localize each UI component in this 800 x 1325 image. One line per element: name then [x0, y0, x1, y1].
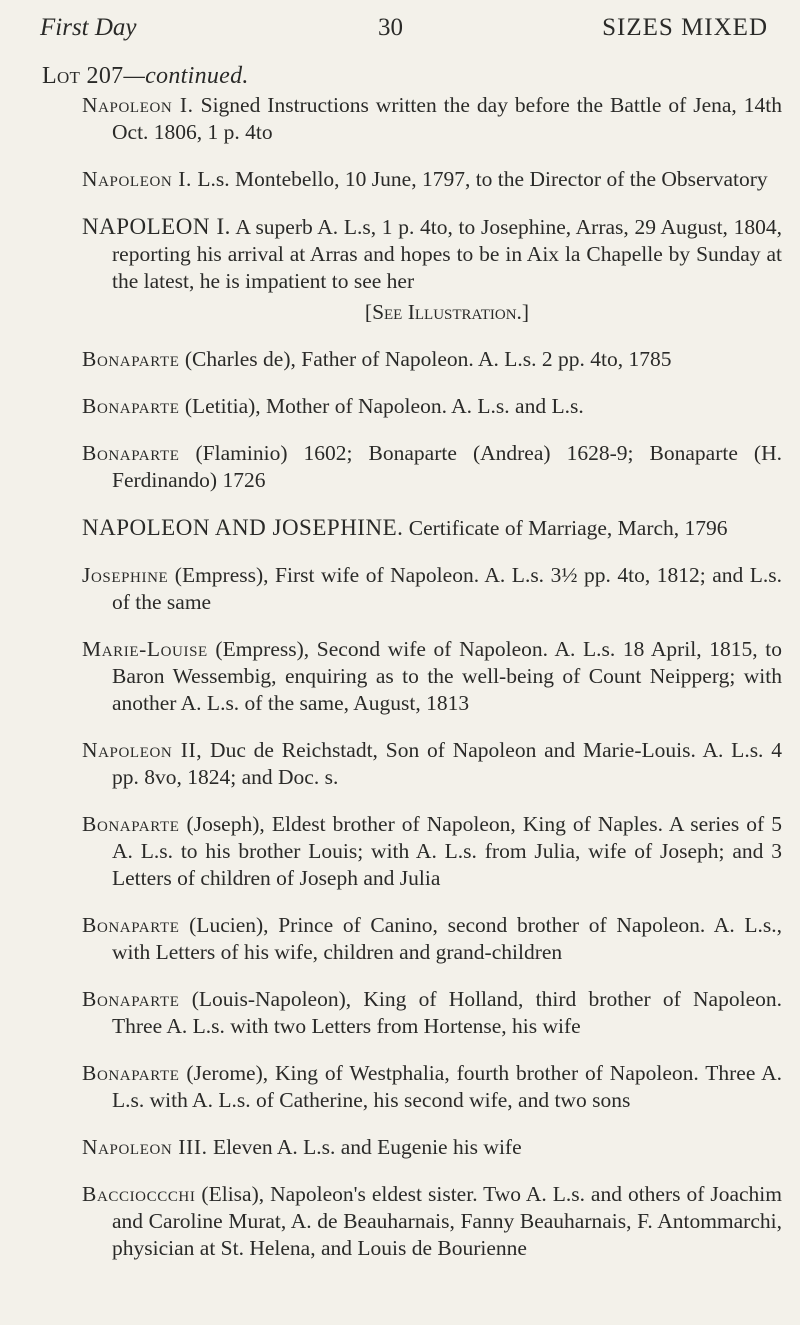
- entry-head: Marie-Louise: [82, 637, 208, 661]
- lot-entries: [82, 92, 782, 1282]
- entry: [82, 346, 782, 373]
- entry-text: (Lucien), Prince of Canino, second brother of Napoleon. A. L.s., with Letters of his wife, children and grand-children: [112, 913, 782, 964]
- entry: [82, 166, 782, 193]
- entry-head: Bonaparte: [82, 913, 180, 937]
- entry-text: Duc de Reichstadt, Son of Napoleon and Marie-Louis. A. L.s. 4 pp. 8vo, 1824; and Doc. s.: [112, 738, 782, 789]
- entry: [82, 393, 782, 420]
- entry: [82, 562, 782, 616]
- running-head-day: First Day: [40, 14, 137, 41]
- entry-text: (Empress), First wife of Napoleon. A. L.s. 3½ pp. 4to, 1812; and L.s. of the same: [112, 563, 782, 614]
- entry-head: Bonaparte: [82, 812, 180, 836]
- entry-head: Napoleon I.: [82, 93, 194, 117]
- entry: [82, 1134, 782, 1161]
- running-head: [40, 10, 768, 46]
- entry: [82, 514, 782, 542]
- entry-head: Bonaparte: [82, 987, 180, 1011]
- entry-text: (Letitia), Mother of Napoleon. A. L.s. and L.s.: [179, 394, 584, 418]
- entry-text: (Charles de), Father of Napoleon. A. L.s. 2 pp. 4to, 1785: [179, 347, 672, 371]
- entry-head: Bonaparte: [82, 1061, 180, 1085]
- entry-head: NAPOLEON AND JOSEPHINE.: [82, 515, 404, 540]
- lot-heading: [42, 60, 249, 92]
- entry: [82, 737, 782, 791]
- entry: [82, 440, 782, 494]
- lot-label: Lot: [42, 63, 81, 89]
- entry: [82, 1060, 782, 1114]
- entry-head: Napoleon I.: [82, 167, 193, 191]
- entry: [82, 636, 782, 717]
- lot-number: 207: [86, 63, 124, 89]
- entry-text: (Elisa), Napoleon's eldest sister. Two A. L.s. and others of Joachim and Caroline Murat, A. de Beauharnais, Fanny Beauharnais, F. Antommarchi, physician at St. Helena, and Louis de Bourienne: [112, 1182, 782, 1260]
- entry: [82, 912, 782, 966]
- entry-text: (Flaminio) 1602; Bonaparte (Andrea) 1628-9; Bonaparte (H. Ferdinando) 1726: [112, 441, 782, 492]
- entry: [82, 92, 782, 146]
- entry-head: NAPOLEON I.: [82, 214, 231, 239]
- entry-text: (Empress), Second wife of Napoleon. A. L.s. 18 April, 1815, to Baron Wessembig, enquiring as to the well-being of Count Neipperg; with another A. L.s. of the same, August, 1813: [112, 637, 782, 715]
- entry-text: Certificate of Marriage, March, 1796: [403, 516, 728, 540]
- page-number: 30: [378, 14, 403, 41]
- entry-head: Josephine: [82, 563, 169, 587]
- entry: [82, 1181, 782, 1262]
- entry-text: A superb A. L.s, 1 p. 4to, to Josephine, Arras, 29 August, 1804, reporting his arrival at Arras and hopes to be in Aix la Chapelle by Sunday at the latest, he is impatient to see her: [112, 215, 782, 293]
- entry: [82, 811, 782, 892]
- entry-head: Bonaparte: [82, 394, 180, 418]
- entry-text: Signed Instructions written the day before the Battle of Jena, 14th Oct. 1806, 1 p. 4to: [112, 93, 782, 144]
- entry-text: (Joseph), Eldest brother of Napoleon, King of Naples. A series of 5 A. L.s. to his brother Louis; with A. L.s. from Julia, wife of Joseph; and 3 Letters of children of Joseph and Julia: [112, 812, 782, 890]
- illustration-note: [See Illustration.]: [364, 300, 530, 324]
- entry-text: Eleven A. L.s. and Eugenie his wife: [207, 1135, 522, 1159]
- entry: [82, 213, 782, 295]
- entry-text: L.s. Montebello, 10 June, 1797, to the Director of the Observatory: [192, 167, 768, 191]
- entry-head: Bonaparte: [82, 347, 180, 371]
- entry: [82, 986, 782, 1040]
- entry-text: (Louis-Napoleon), King of Holland, third brother of Napoleon. Three A. L.s. with two Letters from Hortense, his wife: [112, 987, 782, 1038]
- entry-text: (Jerome), King of Westphalia, fourth brother of Napoleon. Three A. L.s. with A. L.s. of Catherine, his second wife, and two sons: [112, 1061, 782, 1112]
- entry-head: Napoleon II,: [82, 738, 203, 762]
- entry-head: Napoleon III.: [82, 1135, 208, 1159]
- entry-head: Baccioccchi: [82, 1182, 196, 1206]
- running-head-section: SIZES MIXED: [602, 14, 768, 41]
- lot-continued: —continued.: [123, 63, 249, 89]
- entry-head: Bonaparte: [82, 441, 180, 465]
